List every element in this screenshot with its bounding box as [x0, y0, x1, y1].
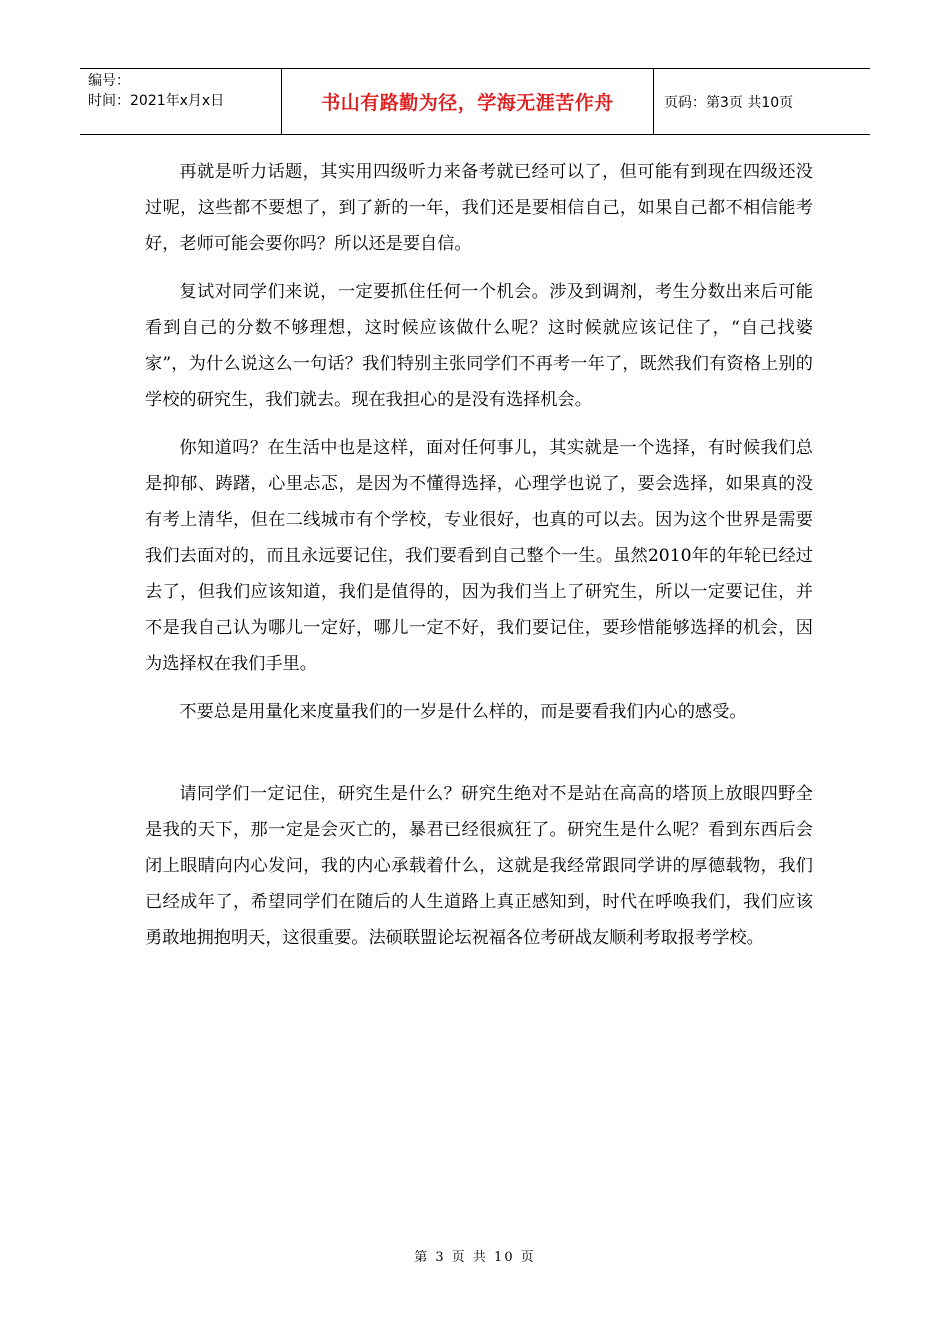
header-meta	[80, 69, 282, 134]
paragraph: 你知道吗？在生活中也是这样，面对任何事儿，其实就是一个选择，有时候我们总是抑郁、踌躇，心里忐忑，是因为不懂得选择，心理学也说了，要会选择，如果真的没有考上清华，但在二线城市有个学校，专业很好，也真的可以去。因为这个世界是需要我们去面对的，而且永远要记住，我们要看到自己整个一生。虽然2010年的年轮已经过去了，但我们应该知道，我们是值得的，因为我们当上了研究生，所以一定要记住，并不是我自己认为哪儿一定好，哪儿一定不好，我们要记住，要珍惜能够选择的机会，因为选择权在我们手里。	[145, 438, 813, 674]
page-header	[80, 68, 870, 135]
document-number-label: 编号：	[88, 73, 130, 89]
paragraph: 复试对同学们来说，一定要抓住任何一个机会。涉及到调剂，考生分数出来后可能看到自己的分数不够理想，这时候应该做什么呢？这时候就应该记住了，“自己找婆家”，为什么说这么一句话？我们特别主张同学们不再考一年了，既然我们有资格上别的学校的研究生，我们就去。现在我担心的是没有选择机会。	[145, 282, 813, 410]
header-motto: 书山有路勤为径，学海无涯苦作舟	[282, 69, 654, 134]
page-footer: 第 3 页 共 10 页	[414, 1250, 536, 1265]
paragraph: 不要总是用量化来度量我们的一岁是什么样的，而是要看我们内心的感受。	[179, 702, 747, 722]
header-page-info: 页码：第3页 共10页	[664, 94, 794, 111]
document-time-label: 时间：2021年x月x日	[88, 93, 225, 109]
paragraph: 再就是听力话题，其实用四级听力来备考就已经可以了，但可能有到现在四级还没过呢，这些都不要想了，到了新的一年，我们还是要相信自己，如果自己都不相信能考好，老师可能会要你吗？所以还是要自信。	[145, 162, 813, 254]
paragraph: 请同学们一定记住，研究生是什么？研究生绝对不是站在高高的塔顶上放眼四野全是我的天下，那一定是会灭亡的，暴君已经很疯狂了。研究生是什么呢？看到东西后会闭上眼睛向内心发问，我的内心承载着什么，这就是我经常跟同学讲的厚德载物，我们已经成年了，希望同学们在随后的人生道路上真正感知到，时代在呼唤我们，我们应该勇敢地拥抱明天，这很重要。法硕联盟论坛祝福各位考研战友顺利考取报考学校。	[145, 784, 813, 948]
document-body	[145, 154, 813, 968]
